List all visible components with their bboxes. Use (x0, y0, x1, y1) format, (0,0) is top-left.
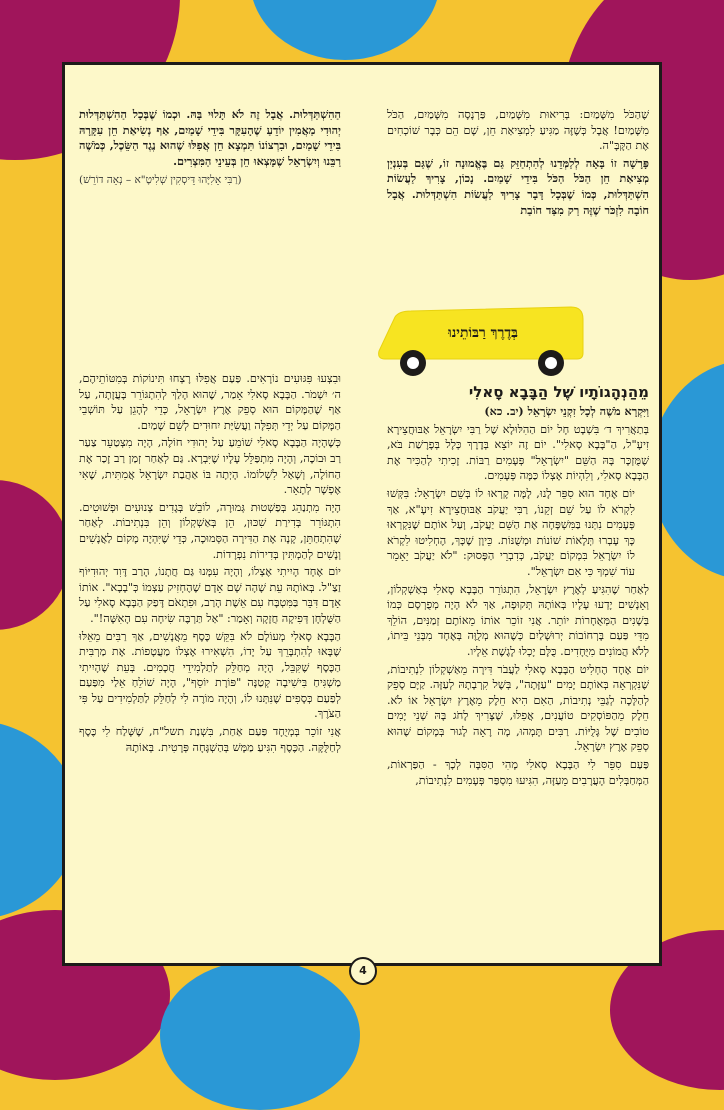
paragraph: יוֹם אֶחָד הֶחְלִיט הַבָּבָא סָאלִי לַעֲבֹר דִּירָה מֵאַשְׁקְלוֹן לִנְתִיבוֹת, שֶׁנִּקְרְאָה בְּאוֹתָם יָמִים "עַזָּתָה", בְּשֶׁל קִרְבָתָהּ לְעַזָּה. קַיָּם סָפֵק לְהַלָּכָה לְגַבֵּי נְתִיבוֹת, הַאִם הִיא חֵלֶק מֵאֶרֶץ יִשְׂרָאֵל אוֹ לֹא. חֵלֶק מֵהַפּוֹסְקִים טוֹעֲנִים, אֲפִלּוּ, שֶׁצָּרִיךְ לָחֹג בָּהּ שְׁנֵי יָמִים טוֹבִים שֶׁל גָּלֻיּוֹת. רַבִּים תָּמְהוּ, מָה רָאָה לָגוּר בְּמָקוֹם שֶׁהוּא סְפֵק אֶרֶץ יִשְׂרָאֵל. (387, 662, 649, 754)
paragraph: לְאַחַר שֶׁהִגִּיעַ לְאֶרֶץ יִשְׂרָאֵל, הִתְגּוֹרֵר הַבָּבָא סָאלִי בְּאַשְׁקְלוֹן, וְאָנָשִׁים יָדְעוּ עָלָיו בְּאוֹתָהּ תְּקוּפָה, אַךְ לֹא הָיָה מְפֻרְסָם כְּמוֹ בְּשָׁנִים הַמְּאֻחָרוֹת יוֹתֵר. אֲנִי זוֹכֵר אוֹתוֹ מֵאוֹתָם זְמַנִּים, הוֹלֵךְ מִדֵּי פַּעַם בָּרְחוֹבוֹת יְרוּשָׁלַיִם כְּשֶׁהוּא מְלֻוֶּה בְּאֶחָד מִבְּנֵי בֵּיתוֹ, לְלֹא הֲמוֹנִים מִיֻּחָדִים. כֻּלָּם יָכְלוּ לָגֶשֶׁת אֵלָיו. (387, 582, 649, 658)
bg-blob-blue-bottom (160, 960, 360, 1110)
paragraph: בְּתַאֲרִיךְ ד׳ בִּשְׁבָט חָל יוֹם הַהִלּוּלָא שֶׁל רַבִּי יִשְׂרָאֵל אַבּוּחֲצֵירָא זִיעָ"ל, הַ"בָּבָא סָאלִי". יוֹם זֶה יוֹצֵא בְּדֶרֶךְ כְּלָל בְּפָרָשַׁת בֹּא, שֶׁמֻּזְכָּר בָּהּ הַשֵּׁם "יִשְׂרָאֵל" פְּעָמִים רַבּוֹת. זָכִיתִי לְהַכִּיר אֶת הַבָּבָא סָאלִי, וְלִהְיוֹת אֶצְלוֹ כַּמָּה פְּעָמִים. (387, 422, 649, 483)
page-number: 4 (349, 957, 377, 985)
bg-blob-blue-top (250, 0, 440, 60)
paragraph: הַבָּבָא סָאלִי מְעוֹלָם לֹא בִּקֵּשׁ כֶּסֶף מֵאֲנָשִׁים, אַךְ רַבִּים מֵאֵלּוּ שֶׁבָּאוּ לְהִתְבָּרֵךְ עַל יָדוֹ, הִשְׁאִירוּ אֶצְלוֹ מַעֲטָפוֹת. אֶת מַרְבִּית הַכֶּסֶף שֶׁקִּבֵּל, הָיָה מְחַלֵּק לְתַלְמִידֵי חֲכָמִים. בְּעֵת שֶׁהָיִיתִי מַשְׁגִּיחַ בִּישִׁיבָה קְטַנָּה "פּוֹרָת יוֹסֵף", הָיָה שׁוֹלֵחַ אֵלַי מִפַּעַם לְפַעַם כְּסָפִים שֶׁנִּתְּנוּ לוֹ, וְהָיָה מוֹרֶה לִי לְחַלֵּק לַתַּלְמִידִים עַל פִּי הַצֹּרֶךְ. (79, 629, 341, 721)
section-banner-bus (371, 303, 587, 381)
paragraph: כְּשֶׁהָיָה הַבָּבָא סָאלִי שׁוֹמֵעַ עַל יְהוּדִי חוֹלֶה, הָיָה מִצְטַעֵר צַעַר רַב וּבוֹכֶה, וְהָיָה מִתְפַּלֵּל עָלָיו שֶׁיִּבְרָא. גַּם לְאַחַר זְמַן רַב זָכַר אֶת הַחוֹלֶה, וְשָׁאַל לִשְׁלוֹמוֹ. הָיְתָה בּוֹ אַהֲבַת יִשְׂרָאֵל אֲמִתִּית, שֶׁאִי אֶפְשָׁר לְתָאֵר. (79, 436, 341, 497)
paragraph: אֲנִי זוֹכֵר בְּמְיֻחָד פַּעַם אַחַת, בִּשְׁנַת תשל"ח, שֶׁשָּׁלַח לִי כֶּסֶף לְחַלֻּקָּה. הַכֶּסֶף הִגִּיעַ מַמָּשׁ בְּהַשְׁגָּחָה פְּרָטִית. בְּאוֹתָהּ (79, 725, 341, 754)
column-top-right (387, 107, 649, 220)
paragraph-bold: פָּרָשָׁה זוֹ בָּאָה לְלַמְּדֵנוּ לְהִתְחַזֵּק גַּם בֶּאֱמוּנָה זוֹ, שֶׁגַּם בְּעִנְיַן מְצִיאַת חֵן הַכֹּל הַכֹּל בִּידֵי שָׁמַיִם. נָכוֹן, צָרִיךְ לַעֲשׂוֹת הִשְׁתַּדְּלוּת, כְּמוֹ שֶׁבְּכָל דָּבָר צָרִיךְ לַעֲשׂוֹת הִשְׁתַּדְּלוּת. אֲבָל חוֹבָה לִזְכֹּר שֶׁזֶּה רַק מִצַּד חוֹבַת (387, 155, 649, 217)
story-subtitle: וַיִּקְרָא מֹשֶׁה לְכָל זִקְנֵי יִשְׂרָאֵל (יב. כא) (484, 404, 649, 418)
bus-icon (371, 303, 587, 381)
column-bottom-left (79, 371, 341, 757)
paragraph: שֶׁהַכֹּל מִשָּׁמַיִם: בְּרִיאוּת מִשָּׁמַיִם, פַּרְנָסָה מִשָּׁמַיִם, הַכֹּל מִשָּׁמַיִם! אֲבָל כְּשֶׁזֶּה מַגִּיעַ לִמְצִיאַת חֵן, שָׁם הֵם כְּבָר שׁוֹכְחִים אֶת הַקָּבָּ"ה. (387, 108, 649, 153)
paragraph: פַּעַם סִפֵּר לִי הַבָּבָא סָאלִי מָהִי הַסִּבָּה לְכָךְ - הַפַּרְאוֹת, הַמְּחַבְּלִים הָעֲרָבִים מֵעַזָּה, הִגִּיעוּ מִסְפַּר פְּעָמִים לִנְתִיבוֹת, (387, 758, 649, 787)
attribution: (רַבִּי אֵלִיָּהוּ דֵּיסְקִין שְׁלִיטָ"א – נְאֵה דוֹרֵשׁ) (79, 174, 242, 187)
column-bottom-right (387, 383, 649, 790)
paragraph-bold: הַהִשְׁתַּדְּלוּת. אֲבָל זֶה לֹא תָּלוּי בָּהּ. וּכְמוֹ שֶׁבְּכָל הַהִשְׁתַּדְּלוּת יְהוּדִי מַאֲמִין יוֹדֵעַ שֶׁהָעִקָּר בִּידֵי שָׁמַיִם, אַף נְשִׂיאַת חֵן עִקָּרָהּ בִּידֵי שָׁמַיִם, וּבִרְצוֹנוֹ תִּמְצָא חֵן אֲפִלּוּ שֶׁהוּא נֶגֶד הַשֵּׂכֶל, כְּמֹשֶׁה רַבֵּנוּ וְיִשְׂרָאֵל שֶׁמָּצְאוּ חֵן בְּעֵינֵי הַמִּצְרִים. (79, 107, 341, 168)
story-title: מֵהַנְהָגוֹתָיו שֶׁל הַבָּבָא סָאלִי (468, 383, 649, 401)
paragraph: וּבִצְעוּ פִּגּוּעִים נוֹרָאִים. פַּעַם אֲפִלּוּ רָצְחוּ תִּינוֹקוֹת בְּמִטּוֹתֵיהֶם, ה׳ יִשְׁמֹר. הַבָּבָא סָאלִי אָמַר, שֶׁהוּא הָלַךְ לְהִתְגּוֹרֵר בָּעֲזָתָה, עַל אַף שֶׁהַמָּקוֹם הוּא סְפֵק אֶרֶץ יִשְׂרָאֵל, כְּדֵי לְהָגֵן עַל תּוֹשְׁבֵי הַמָּקוֹם עַל יְדֵי תְּפִלָּה וַעֲשִׂיַּת יִחוּדִים לְשֵׁם שָׁמַיִם. (79, 372, 341, 432)
bg-blob-purple-left (0, 480, 70, 630)
paragraph: יוֹם אֶחָד הָיִיתִי אֶצְלוֹ, וְהָיָה עִמָּנוּ גַּם חֲתָנוֹ, הָרַב דָּוִד יְהוּדִיּוֹף זַצַ"ל. בְּאוֹתָהּ עֵת שָׁהָה שָׁם אָדָם שֶׁהֶחְזִיק עַצְמוֹ כְּ"בָבָא". אוֹתוֹ אָדָם דִּבֵּר בַּמִּטְבָּח עִם אֵשֶׁת הָרַב, וּפִתְאֹם דָּפַק הַבָּבָא סָאלִי עַל הַשֻּׁלְחָן דְּפִיקָה חֲזָקָה וְאָמַר: "אַל תַּרְבֶּה שִׂיחָה עִם הָאִשָּׁה!". (79, 565, 341, 625)
column-top-left (79, 107, 341, 191)
paragraph: יוֹם אֶחָד הוּא סִפֵּר לָנוּ, לָמָּה קָרְאוּ לוֹ בְּשֵׁם יִשְׂרָאֵל: בִּקְּשׁוּ לִקְרֹא לוֹ עַל שֵׁם זְקֵנוֹ, רַבִּי יַעֲקֹב אַבּוּחֲצֵירָא זִיעָ"א, אַךְ פְּעָמִים נִתְּנוּ בַּמִּשְׁפָּחָה אֶת הַשֵּׁם יַעֲקֹב, וְעַל אוֹתָם שֶׁנִּקְרְאוּ כָּךְ עָבְרוּ תְּלָאוֹת שׁוֹנוֹת וּמְשֻׁנּוֹת. כֵּיוָן שֶׁכָּךְ, הֶחְלִיטוּ לִקְרֹא לוֹ יִשְׂרָאֵל בִּמְקוֹם יַעֲקֹב, כְּדִבְרֵי הַפָּסוּק: "לֹא יַעֲקֹב יֵאָמֵר עוֹד שִׁמְךָ כִּי אִם יִשְׂרָאֵל". (387, 486, 635, 578)
section-banner-title: בְּדֶרֶךְ רַבּוֹתֵינוּ (448, 325, 518, 341)
paragraph: הָיָה מִתְנַהֵג בְּפַשְׁטוּת גְּמוּרָה, לוֹבֵשׁ בְּגָדִים צְנוּעִים וּפְשׁוּטִים. הִתְגּוֹרֵר בְּדִירַת שִׁכּוּן, הֵן בְּאַשְׁקְלוֹן וְהֵן בִּנְתִיבוֹת. לְאַחַר שֶׁהִתְחַתֵּן, קָנָה אֶת הַדִּירָה הַסְּמוּכָה, כְּדֵי שֶׁיִּהְיֶה מָקוֹם לַאֲנָשִׁים וְנָשִׁים לְהַמְתִּין בְּדִירוֹת נִפְרָדוֹת. (79, 500, 341, 561)
page-frame (62, 62, 662, 966)
